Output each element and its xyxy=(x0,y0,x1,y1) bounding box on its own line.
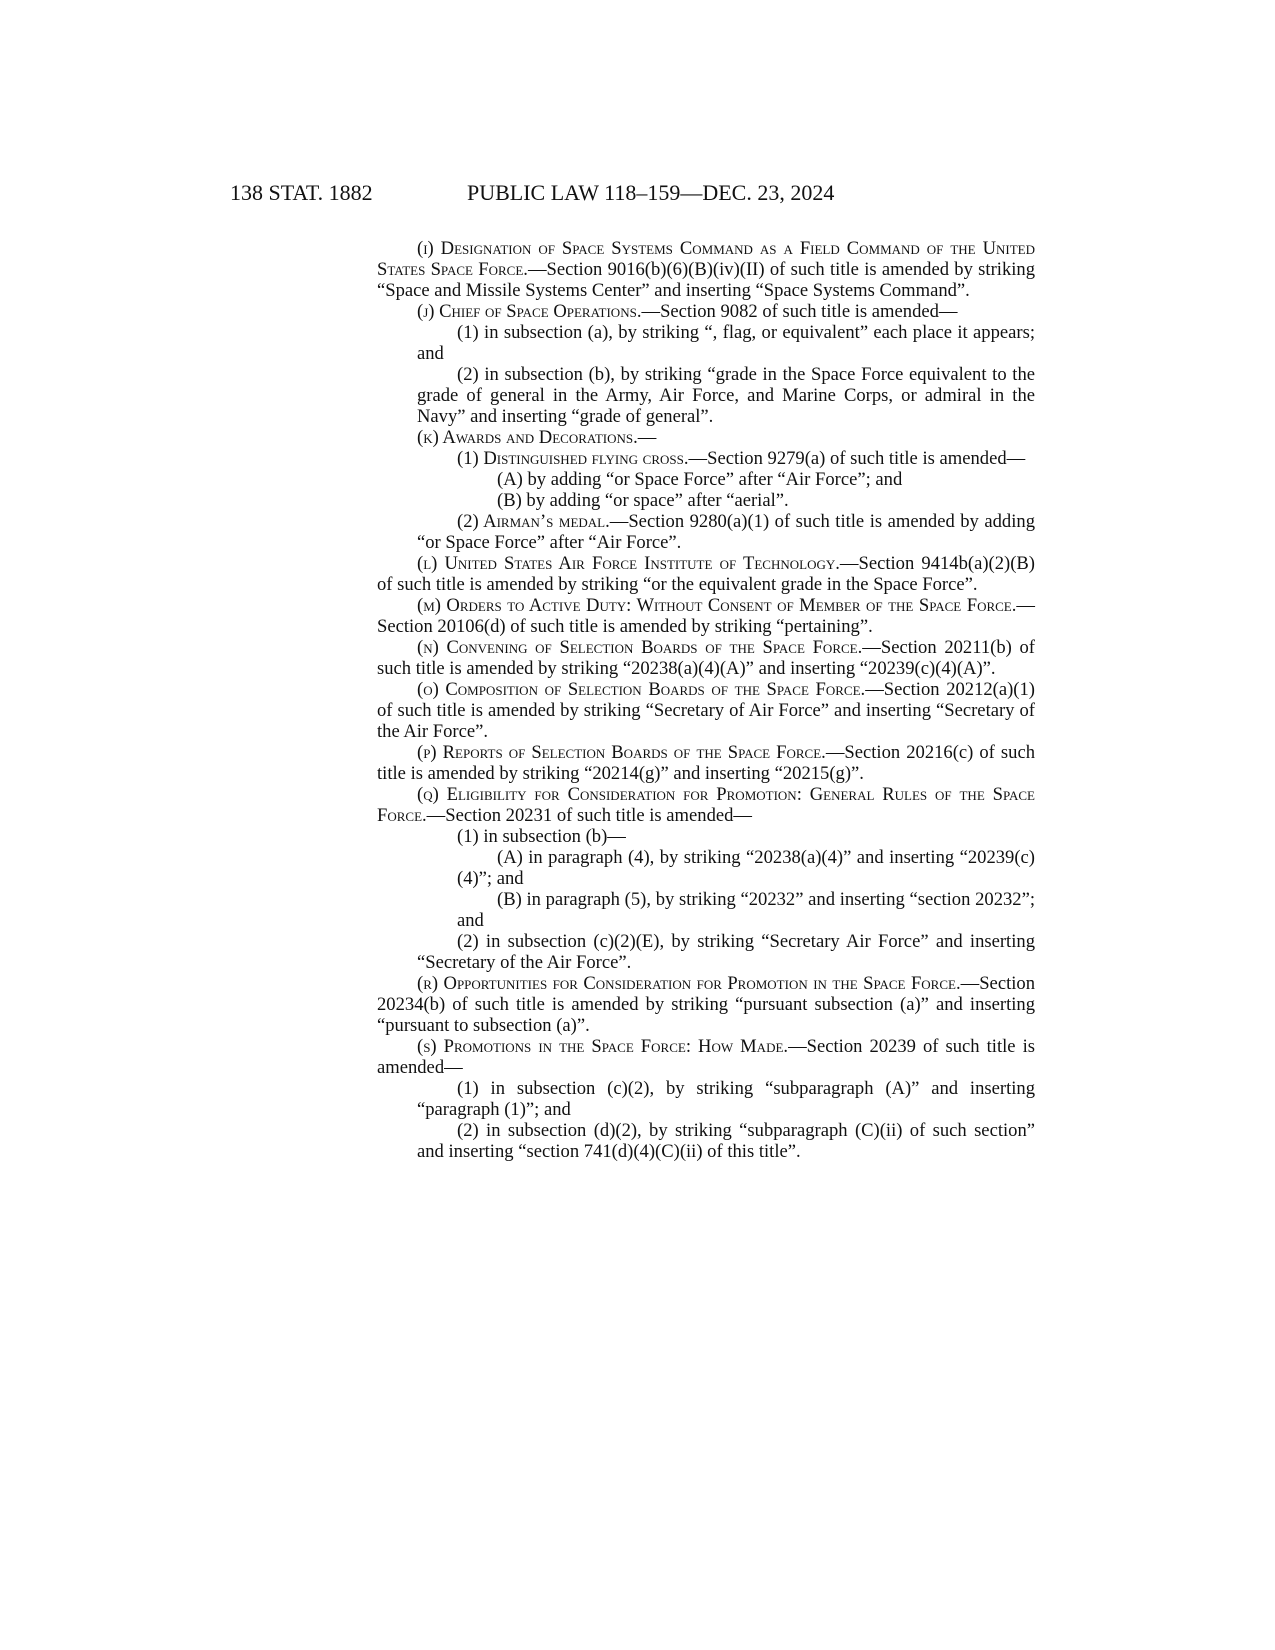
paragraph-item xyxy=(377,511,1035,553)
page-header xyxy=(0,180,1275,214)
subsection-heading: (r) Opportunities for Consideration for Promotion in the Space Force. xyxy=(417,973,961,994)
subsection-heading: (j) Chief of Space Operations. xyxy=(417,301,642,322)
subsection-heading: (i) Designation of Space Systems Command as a Field Command of the United States Space Force. xyxy=(377,238,1035,280)
paragraph-text: —Section 9280(a)(1) of such title is amended by adding “or Space Force” after “Air Force”. xyxy=(417,511,1035,553)
paragraph-text: (2) in subsection (c)(2)(E), by striking “Secretary Air Force” and inserting “Secretary of the Air Force”. xyxy=(417,931,1035,973)
paragraph-text: (2) in subsection (b), by striking “grade in the Space Force equivalent to the grade of general in the Army, Air Force, and Marine Corps, or admiral in the Navy” and inserting “grade of general”. xyxy=(417,364,1035,427)
subsection-text: — xyxy=(637,427,657,448)
subsection-heading: (n) Convening of Selection Boards of the Space Force. xyxy=(417,637,863,658)
subsection-text: —Section 20234(b) of such title is amended by striking “pursuant subsection (a)” and inserting “pursuant to subsection (a)”. xyxy=(377,973,1035,1036)
subsection-k xyxy=(377,427,1035,448)
subsection-heading: (q) Eligibility for Consideration for Promotion: General Rules of the Space Force. xyxy=(377,784,1035,826)
subsection-i xyxy=(377,238,1035,301)
subsection-text: —Section 9016(b)(6)(B)(iv)(II) of such title is amended by striking “Space and Missile Systems Center” and inserting “Space Systems Command”. xyxy=(377,259,1036,301)
subsection-heading: (l) United States Air Force Institute of Technology. xyxy=(417,553,840,574)
paragraph-text: (1) in subsection (b)— xyxy=(457,826,626,847)
subsection-heading: (o) Composition of Selection Boards of the Space Force. xyxy=(417,679,866,700)
subsection-l xyxy=(377,553,1035,595)
paragraph-item xyxy=(377,931,1035,973)
subparagraph-item xyxy=(377,889,1035,931)
subsection-text: —Section 9082 of such title is amended— xyxy=(641,301,958,322)
paragraph-item xyxy=(377,826,1035,847)
subsection-j xyxy=(377,301,1035,322)
subparagraph-text: (A) by adding “or Space Force” after “Air Force”; and xyxy=(497,469,903,490)
subsection-text: —Section 20216(c) of such title is amended by striking “20214(g)” and inserting “20215(g)”. xyxy=(377,742,1035,784)
subsection-heading: (s) Promotions in the Space Force: How Made. xyxy=(417,1036,789,1057)
statute-citation: 138 STAT. 1882 xyxy=(230,180,373,205)
subparagraph-text: (A) in paragraph (4), by striking “20238(a)(4)” and inserting “20239(c)(4)”; and xyxy=(457,847,1035,889)
subsection-s xyxy=(377,1036,1035,1078)
subsection-r xyxy=(377,973,1035,1036)
subsection-n xyxy=(377,637,1035,679)
law-text-body xyxy=(377,238,1035,1162)
paragraph-item xyxy=(377,322,1035,364)
paragraph-item xyxy=(377,364,1035,427)
subsection-m xyxy=(377,595,1035,637)
subsection-text: —Section 20212(a)(1) of such title is amended by striking “Secretary of Air Force” and inserting “Secretary of the Air Force”. xyxy=(377,679,1035,742)
subsection-text: —Section 9414b(a)(2)(B) of such title is amended by striking “or the equivalent grade in the Space Force”. xyxy=(377,553,1035,595)
subsection-text: —Section 20106(d) of such title is amended by striking “pertaining”. xyxy=(377,595,1035,637)
subparagraph-text: (B) in paragraph (5), by striking “20232” and inserting “section 20232”; and xyxy=(457,889,1035,931)
subsection-text: —Section 20211(b) of such title is amended by striking “20238(a)(4)(A)” and inserting “20239(c)(4)(A)”. xyxy=(377,637,1035,679)
subparagraph-text: (B) by adding “or space” after “aerial”. xyxy=(497,490,789,511)
subsection-heading: (k) Awards and Decorations. xyxy=(417,427,638,448)
subsection-text: —Section 20239 of such title is amended— xyxy=(377,1036,1036,1078)
subsection-o xyxy=(377,679,1035,742)
paragraph-text: (2) in subsection (d)(2), by striking “subparagraph (C)(ii) of such section” and inserting “section 741(d)(4)(C)(ii) of this title”. xyxy=(417,1120,1035,1162)
paragraph-item xyxy=(377,448,1035,469)
subsection-heading: (p) Reports of Selection Boards of the Space Force. xyxy=(417,742,826,763)
subsection-p xyxy=(377,742,1035,784)
paragraph-text: (1) in subsection (a), by striking “, flag, or equivalent” each place it appears; and xyxy=(417,322,1035,364)
subsection-q xyxy=(377,784,1035,826)
paragraph-item xyxy=(377,1120,1035,1162)
running-head-title: PUBLIC LAW 118–159—DEC. 23, 2024 xyxy=(467,180,835,205)
subparagraph-item xyxy=(377,847,1035,889)
paragraph-text: —Section 9279(a) of such title is amended— xyxy=(688,448,1026,469)
paragraph-item xyxy=(377,1078,1035,1120)
paragraph-text: (1) in subsection (c)(2), by striking “subparagraph (A)” and inserting “paragraph (1)”; and xyxy=(417,1078,1035,1120)
paragraph-heading: (1) Distinguished flying cross. xyxy=(457,448,689,469)
paragraph-heading: (2) Airman’s medal. xyxy=(457,511,610,532)
subparagraph-item xyxy=(377,490,1035,511)
subsection-heading: (m) Orders to Active Duty: Without Consent of Member of the Space Force. xyxy=(417,595,1017,616)
subsection-text: —Section 20231 of such title is amended— xyxy=(426,805,753,826)
subparagraph-item xyxy=(377,469,1035,490)
